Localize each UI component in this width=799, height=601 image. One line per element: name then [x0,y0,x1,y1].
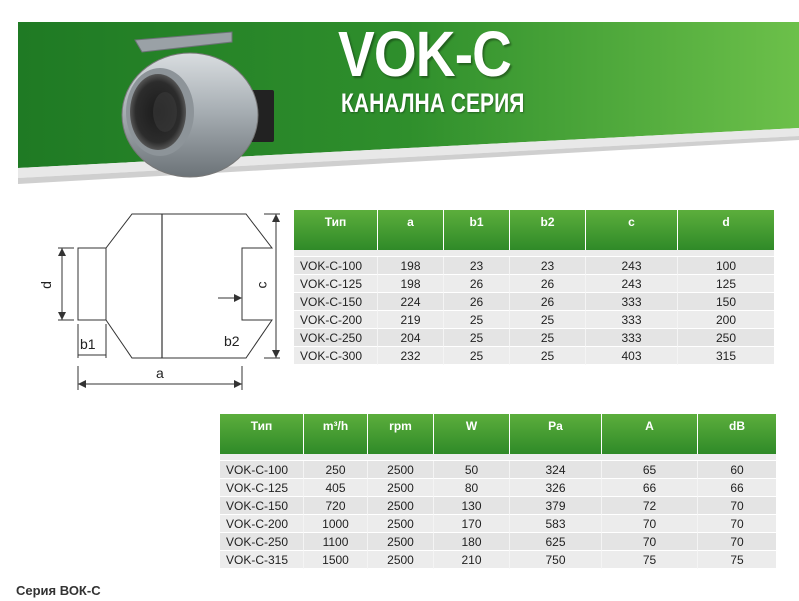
perf-header-noise: dB [698,414,776,454]
dimensions-table-cell: 315 [678,347,774,365]
dimension-label-a: a [156,365,164,381]
performance-table-cell: 2500 [368,533,434,551]
dim-header-b1: b1 [444,210,510,250]
dimensions-table-cell: VOK-C-150 [294,293,378,311]
dimensions-table-cell: 204 [378,329,444,347]
dimension-label-d: d [37,281,54,289]
performance-table-cell: 324 [510,461,602,479]
performance-table-cell: 75 [698,551,776,569]
dimensions-table-cell: VOK-C-200 [294,311,378,329]
dimensions-table-cell: 198 [378,275,444,293]
performance-table-cell: VOK-C-250 [220,533,304,551]
dimensions-table-cell: 224 [378,293,444,311]
table-row [220,479,776,497]
performance-table-spacer [220,454,776,461]
performance-table [220,414,776,569]
performance-table-cell: 65 [602,461,698,479]
performance-table-cell: 50 [434,461,510,479]
dimensions-table-cell: 403 [586,347,678,365]
dim-header-type: Тип [294,210,378,250]
performance-table-cell: 2500 [368,461,434,479]
banner-subtitle: КАНАЛНА СЕРИЯ [341,88,525,118]
table-row [294,329,774,347]
product-banner [0,0,799,195]
dimensions-table-cell: 219 [378,311,444,329]
performance-table-cell: 170 [434,515,510,533]
performance-table-cell: 405 [304,479,368,497]
performance-table-cell: 70 [602,515,698,533]
perf-header-power: W [434,414,510,454]
dimensions-table-cell: VOK-C-250 [294,329,378,347]
table-row [294,257,774,275]
dimensions-table-cell: 150 [678,293,774,311]
table-row [220,551,776,569]
performance-table-cell: 66 [602,479,698,497]
dimensions-table-cell: 25 [444,311,510,329]
dimensions-table-cell: VOK-C-100 [294,257,378,275]
dimensions-table-cell: 198 [378,257,444,275]
performance-table-cell: 180 [434,533,510,551]
table-row [220,461,776,479]
performance-table-cell: 75 [602,551,698,569]
performance-table-cell: 720 [304,497,368,515]
dimensions-table-cell: 333 [586,293,678,311]
dimensions-table-cell: 243 [586,275,678,293]
performance-table-cell: 70 [698,515,776,533]
table-row [220,497,776,515]
performance-table-cell: 1500 [304,551,368,569]
performance-table-cell: 60 [698,461,776,479]
dimension-label-b2: b2 [224,333,240,349]
dim-header-a: a [378,210,444,250]
table-row [294,311,774,329]
dimensions-table-cell: 26 [510,293,586,311]
performance-table-cell: 583 [510,515,602,533]
performance-table-cell: 1000 [304,515,368,533]
dimensions-table-cell: 25 [510,311,586,329]
dimensions-table-cell: 25 [510,347,586,365]
performance-table-cell: 750 [510,551,602,569]
dimensions-table-cell: 23 [510,257,586,275]
dimensions-table-cell: 232 [378,347,444,365]
performance-table-cell: VOK-C-315 [220,551,304,569]
table-row [294,293,774,311]
dimensions-table-cell: 25 [510,329,586,347]
performance-table-cell: VOK-C-200 [220,515,304,533]
perf-header-rpm: rpm [368,414,434,454]
dimensions-table-spacer-cell [294,250,774,257]
performance-table-cell: 2500 [368,515,434,533]
performance-table-cell: 70 [698,497,776,515]
dimensions-table-spacer [294,250,774,257]
table-row [294,275,774,293]
dimensions-table-cell: 333 [586,329,678,347]
dimensions-table-cell: 100 [678,257,774,275]
dimensions-table-cell: 243 [586,257,678,275]
performance-table-cell: 379 [510,497,602,515]
perf-header-airflow: m³/h [304,414,368,454]
dimensions-table-cell: 26 [444,275,510,293]
dimensions-table-cell: 250 [678,329,774,347]
dimensions-table-header [294,210,774,250]
performance-table-cell: VOK-C-100 [220,461,304,479]
performance-table-cell: 130 [434,497,510,515]
dimensions-table-cell: 25 [444,329,510,347]
dimension-label-b1: b1 [80,336,96,352]
dim-header-d: d [678,210,774,250]
dim-header-b2: b2 [510,210,586,250]
table-row [220,515,776,533]
table-row [220,533,776,551]
performance-table-cell: VOK-C-125 [220,479,304,497]
performance-table-cell: 210 [434,551,510,569]
performance-table-cell: 72 [602,497,698,515]
dimensions-table [294,210,774,365]
dimensions-table-cell: 23 [444,257,510,275]
performance-table-cell: 2500 [368,551,434,569]
performance-table-cell: 625 [510,533,602,551]
perf-header-type: Тип [220,414,304,454]
performance-table-header [220,414,776,454]
performance-table-cell: 70 [698,533,776,551]
perf-header-current: A [602,414,698,454]
performance-table-spacer-cell [220,454,776,461]
performance-table-cell: 80 [434,479,510,497]
dimensions-table-cell: 25 [444,347,510,365]
dimensions-table-cell: VOK-C-125 [294,275,378,293]
dimension-diagram [28,200,288,400]
dimensions-table-cell: VOK-C-300 [294,347,378,365]
dimensions-table-cell: 200 [678,311,774,329]
performance-table-cell: 2500 [368,497,434,515]
table-row [294,347,774,365]
performance-table-cell: VOK-C-150 [220,497,304,515]
performance-table-cell: 70 [602,533,698,551]
performance-table-cell: 66 [698,479,776,497]
dimensions-table-cell: 26 [510,275,586,293]
performance-table-cell: 1100 [304,533,368,551]
dimensions-table-cell: 333 [586,311,678,329]
performance-table-cell: 2500 [368,479,434,497]
performance-table-cell: 250 [304,461,368,479]
performance-table-cell: 326 [510,479,602,497]
dim-header-c: c [586,210,678,250]
dimensions-table-cell: 125 [678,275,774,293]
perf-header-pressure: Pa [510,414,602,454]
dimension-label-c: c [253,281,270,289]
dimensions-table-cell: 26 [444,293,510,311]
series-caption: Серия ВОК-С [16,583,101,598]
banner-title: VOK-C [338,18,512,90]
